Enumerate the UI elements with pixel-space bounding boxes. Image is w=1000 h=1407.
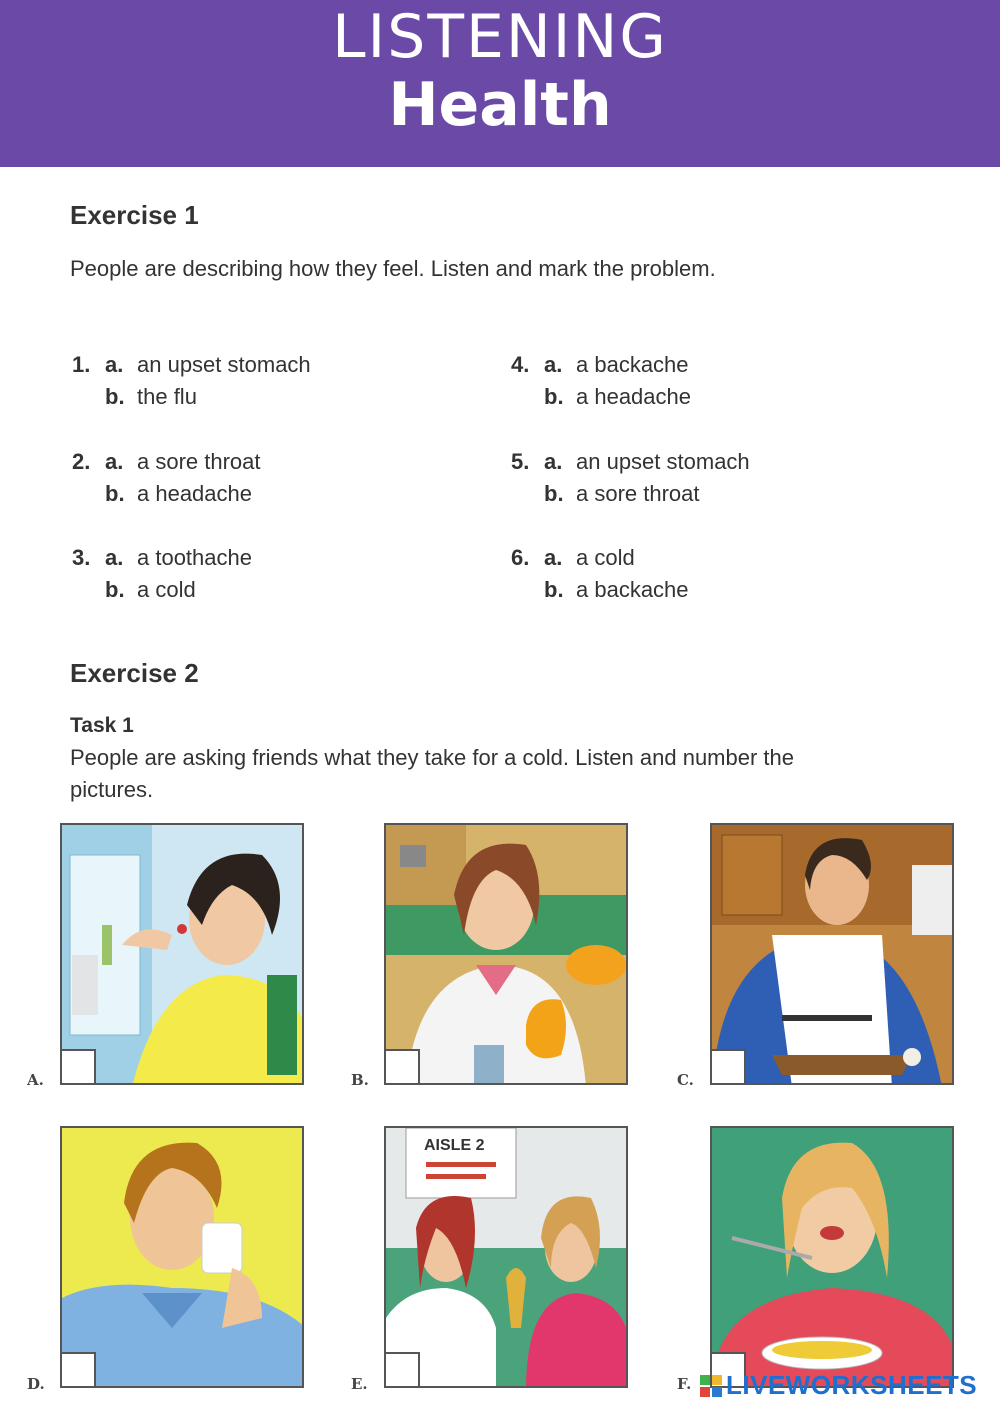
picture-b bbox=[384, 823, 628, 1085]
man-drinking-illustration bbox=[62, 1128, 304, 1388]
question-4[interactable] bbox=[511, 349, 691, 413]
title-health: Health bbox=[388, 70, 612, 140]
liveworksheets-watermark bbox=[700, 1370, 977, 1401]
aisle-sign-text: AISLE 2 bbox=[424, 1137, 485, 1154]
picture-d bbox=[60, 1126, 304, 1388]
man-cutting-garlic-illustration bbox=[712, 825, 954, 1085]
question-number: 5. bbox=[511, 449, 530, 474]
task-1-title: Task 1 bbox=[70, 714, 134, 737]
question-2[interactable] bbox=[72, 446, 261, 510]
woman-taking-pill-illustration bbox=[62, 825, 304, 1085]
woman-making-tea-illustration bbox=[386, 825, 628, 1085]
picture-label-a: A. bbox=[27, 1071, 44, 1089]
question-5[interactable] bbox=[511, 446, 750, 510]
question-1[interactable] bbox=[72, 349, 311, 413]
option-letter-a: a. bbox=[105, 352, 124, 377]
option-a[interactable]: a sore throat bbox=[137, 449, 261, 474]
question-number: 4. bbox=[511, 352, 530, 377]
option-letter-b: b. bbox=[544, 384, 564, 409]
watermark-text: LIVEWORKSHEETS bbox=[726, 1370, 978, 1400]
exercise-1-title: Exercise 1 bbox=[70, 200, 199, 230]
picture-label-f: F. bbox=[677, 1375, 692, 1393]
option-b[interactable]: a headache bbox=[576, 384, 691, 409]
option-letter-b: b. bbox=[105, 384, 125, 409]
picture-label-d: D. bbox=[27, 1375, 45, 1393]
option-b[interactable]: the flu bbox=[137, 384, 197, 409]
women-in-pharmacy-illustration bbox=[386, 1128, 628, 1388]
option-a[interactable]: a toothache bbox=[137, 545, 252, 570]
woman-eating-soup-illustration bbox=[712, 1128, 954, 1388]
option-b[interactable]: a headache bbox=[137, 481, 252, 506]
option-a[interactable]: an upset stomach bbox=[137, 352, 311, 377]
question-number: 2. bbox=[72, 449, 91, 474]
option-b[interactable]: a backache bbox=[576, 577, 689, 602]
question-6[interactable] bbox=[511, 542, 689, 606]
exercise-2-instructions: People are asking friends what they take for a cold. Listen and number the pictures. bbox=[70, 745, 794, 802]
picture-a bbox=[60, 823, 304, 1085]
option-letter-a: a. bbox=[105, 449, 124, 474]
picture-label-c: C. bbox=[677, 1071, 694, 1089]
option-letter-b: b. bbox=[105, 481, 125, 506]
question-3[interactable] bbox=[72, 542, 252, 606]
option-letter-b: b. bbox=[105, 577, 125, 602]
answer-box-e[interactable] bbox=[386, 1352, 420, 1386]
option-b[interactable]: a sore throat bbox=[576, 481, 700, 506]
option-letter-a: a. bbox=[544, 449, 563, 474]
answer-box-a[interactable] bbox=[62, 1049, 96, 1083]
exercise-1-instructions: People are describing how they feel. Listen and mark the problem. bbox=[70, 256, 716, 281]
exercise-2-title: Exercise 2 bbox=[70, 658, 199, 688]
option-letter-a: a. bbox=[544, 545, 563, 570]
option-a[interactable]: an upset stomach bbox=[576, 449, 750, 474]
option-letter-b: b. bbox=[544, 577, 564, 602]
option-a[interactable]: a backache bbox=[576, 352, 689, 377]
option-letter-a: a. bbox=[105, 545, 124, 570]
question-number: 6. bbox=[511, 545, 530, 570]
option-letter-b: b. bbox=[544, 481, 564, 506]
option-b[interactable]: a cold bbox=[137, 577, 196, 602]
picture-c bbox=[710, 823, 954, 1085]
picture-e bbox=[384, 1126, 628, 1388]
option-letter-a: a. bbox=[544, 352, 563, 377]
question-number: 3. bbox=[72, 545, 91, 570]
liveworksheets-logo-icon bbox=[700, 1375, 722, 1397]
picture-label-b: B. bbox=[351, 1071, 369, 1089]
picture-f bbox=[710, 1126, 954, 1388]
title-listening: LISTENING bbox=[332, 2, 668, 72]
picture-label-e: E. bbox=[351, 1375, 368, 1393]
option-a[interactable]: a cold bbox=[576, 545, 635, 570]
answer-box-c[interactable] bbox=[712, 1049, 746, 1083]
answer-box-b[interactable] bbox=[386, 1049, 420, 1083]
question-number: 1. bbox=[72, 352, 91, 377]
answer-box-d[interactable] bbox=[62, 1352, 96, 1386]
title-banner bbox=[0, 0, 1000, 167]
